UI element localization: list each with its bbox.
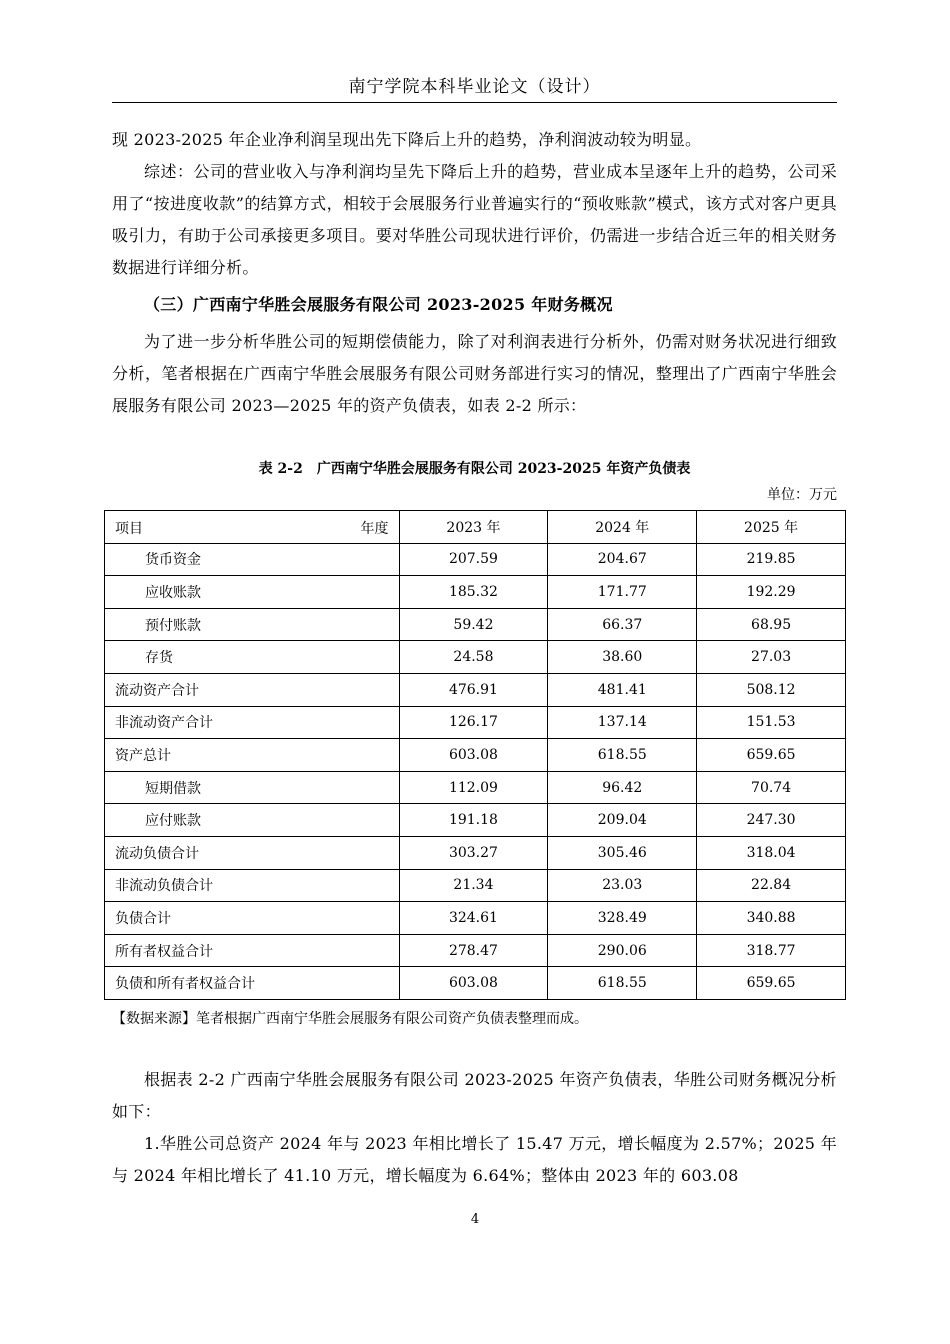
cell-value: 27.03 [697,641,846,674]
header-year-2025: 2025 年 [697,511,846,544]
cell-value: 318.77 [697,934,846,967]
table-row [105,739,846,772]
cell-value: 192.29 [697,576,846,609]
row-label: 货币资金 [105,543,400,576]
table-row [105,804,846,837]
cell-value: 21.34 [399,869,548,902]
row-label: 短期借款 [105,771,400,804]
row-label: 应付账款 [105,804,400,837]
cell-value: 66.37 [548,608,697,641]
table-row [105,934,846,967]
cell-value: 247.30 [697,804,846,837]
cell-value: 38.60 [548,641,697,674]
paragraph-analysis-intro: 根据表 2-2 广西南宁华胜会展服务有限公司 2023-2025 年资产负债表，华胜公司财务概况分析如下： [112,1070,837,1121]
row-label: 流动负债合计 [105,836,400,869]
cell-value: 96.42 [548,771,697,804]
row-label: 所有者权益合计 [105,934,400,967]
table-row [105,543,846,576]
cell-value: 151.53 [697,706,846,739]
cell-value: 209.04 [548,804,697,837]
page-header: 南宁学院本科毕业论文（设计） [112,72,837,103]
cell-value: 328.49 [548,902,697,935]
cell-value: 603.08 [399,739,548,772]
cell-value: 185.32 [399,576,548,609]
table-row [105,706,846,739]
table-caption: 表 2-2 广西南宁华胜会展服务有限公司 2023-2025 年资产负债表 [258,461,691,477]
cell-value: 324.61 [399,902,548,935]
cell-value: 59.42 [399,608,548,641]
table-row [105,673,846,706]
cell-value: 340.88 [697,902,846,935]
cell-value: 171.77 [548,576,697,609]
cell-value: 290.06 [548,934,697,967]
cell-value: 618.55 [548,739,697,772]
table-row [105,576,846,609]
row-label: 预付账款 [105,608,400,641]
row-label: 负债和所有者权益合计 [105,967,400,1000]
header-year-label: 年度 [360,521,389,537]
table-row [105,902,846,935]
row-label: 存货 [105,641,400,674]
row-label: 资产总计 [105,739,400,772]
row-label: 应收账款 [105,576,400,609]
header-year-2024: 2024 年 [548,511,697,544]
cell-value: 278.47 [399,934,548,967]
cell-value: 23.03 [548,869,697,902]
cell-value: 24.58 [399,641,548,674]
header-cell-item-year [105,511,400,544]
cell-value: 659.65 [697,967,846,1000]
page-number: 4 [470,1212,480,1227]
cell-value: 112.09 [399,771,548,804]
header-year-2023: 2023 年 [399,511,548,544]
table-unit: 单位：万元 [767,487,837,503]
table-row [105,641,846,674]
cell-value: 508.12 [697,673,846,706]
table-row [105,869,846,902]
cell-value: 659.65 [697,739,846,772]
cell-value: 603.08 [399,967,548,1000]
row-label: 非流动资产合计 [105,706,400,739]
header-item-label: 项目 [115,521,143,537]
cell-value: 618.55 [548,967,697,1000]
cell-value: 126.17 [399,706,548,739]
cell-value: 476.91 [399,673,548,706]
section-heading: （三）广西南宁华胜会展服务有限公司 2023-2025 年财务概况 [144,295,613,314]
body-text-bottom [112,1064,837,1192]
cell-value: 219.85 [697,543,846,576]
table-row [105,771,846,804]
cell-value: 305.46 [548,836,697,869]
balance-sheet-table [104,510,846,1000]
table-row [105,836,846,869]
cell-value: 22.84 [697,869,846,902]
paragraph-analysis-1: 1.华胜公司总资产 2024 年与 2023 年相比增长了 15.47 万元，增长幅度为 2.57%；2025 年与 2024 年相比增长了 41.10 万元，增长幅度为 6.64%；整体由 2023 年的 603.08 [112,1134,837,1185]
table-row [105,967,846,1000]
table-header-row [105,511,846,544]
paragraph-continuation: 现 2023-2025 年企业净利润呈现出先下降后上升的趋势，净利润波动较为明显。 [112,130,702,149]
cell-value: 318.04 [697,836,846,869]
cell-value: 207.59 [399,543,548,576]
table-source-note: 【数据来源】笔者根据广西南宁华胜会展服务有限公司资产负债表整理而成。 [112,1011,588,1027]
paragraph-summary: 综述：公司的营业收入与净利润均呈先下降后上升的趋势，营业成本呈逐年上升的趋势，公司采用了“按进度收款”的结算方式，相较于会展服务行业普遍实行的“预收账款”模式，该方式对客户更具吸引力，有助于公司承接更多项目。要对华胜公司现状进行评价，仍需进一步结合近三年的相关财务数据进行详细分析。 [112,162,837,277]
table-row [105,608,846,641]
row-label: 流动资产合计 [105,673,400,706]
cell-value: 481.41 [548,673,697,706]
cell-value: 303.27 [399,836,548,869]
cell-value: 70.74 [697,771,846,804]
body-text-top [112,124,837,422]
paragraph-intro-table: 为了进一步分析华胜公司的短期偿债能力，除了对利润表进行分析外，仍需对财务状况进行细致分析，笔者根据在广西南宁华胜会展服务有限公司财务部进行实习的情况，整理出了广西南宁华胜会展服务有限公司 2023—2025 年的资产负债表，如表 2-2 所示： [112,332,837,415]
row-label: 负债合计 [105,902,400,935]
row-label: 非流动负债合计 [105,869,400,902]
cell-value: 137.14 [548,706,697,739]
cell-value: 204.67 [548,543,697,576]
cell-value: 68.95 [697,608,846,641]
cell-value: 191.18 [399,804,548,837]
